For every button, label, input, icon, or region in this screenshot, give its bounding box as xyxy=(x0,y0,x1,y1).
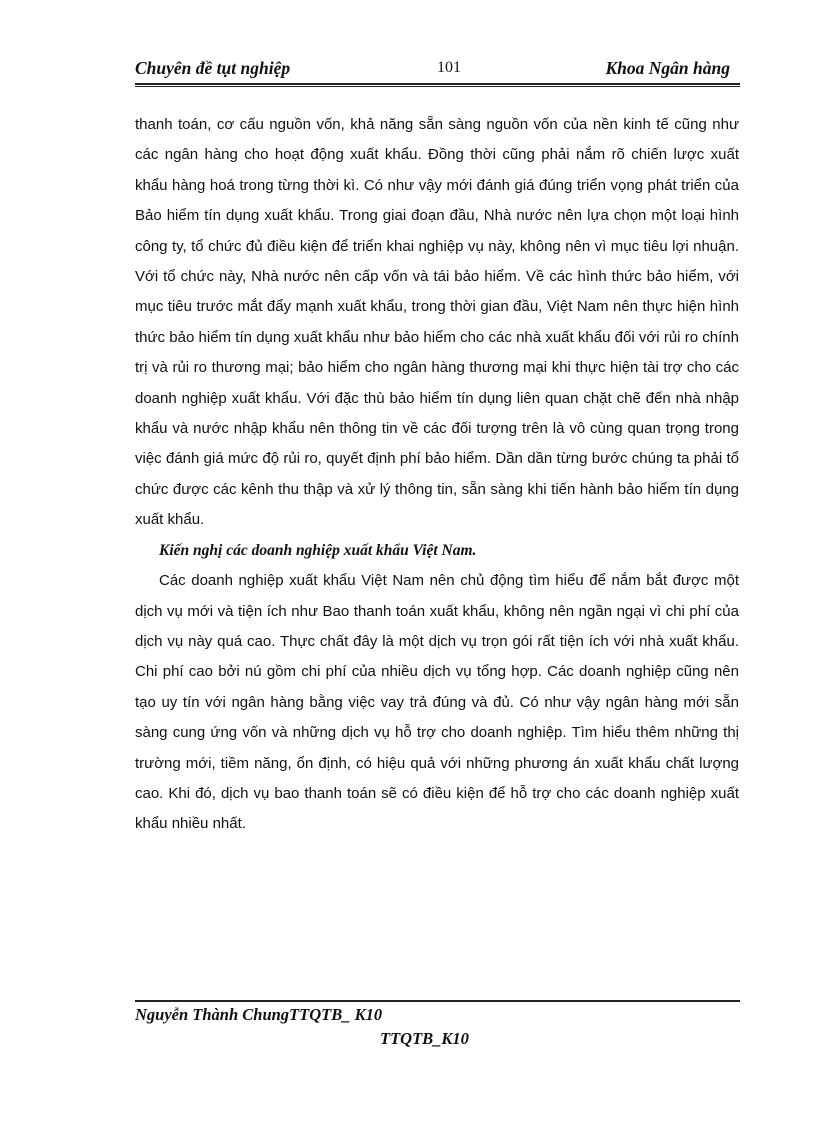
footer-author: Nguyễn Thành ChungTTQTB_ K10 xyxy=(135,1005,383,1024)
page-header xyxy=(135,56,740,84)
footer-class-code: TTQTB_K10 xyxy=(380,1029,469,1048)
body-paragraph: thanh toán, cơ cấu nguồn vốn, khả năng sẵn sàng nguồn vốn của nền kinh tế cũng như các ngân hàng cho hoạt động xuất khẩu. Đồng thời cũng phải nắm rõ chiến lược xuất khẩu hàng hoá trong từng thời kì. Có như vậy mới đánh giá đúng triển vọng phát triển của Bảo hiểm tín dụng xuất khẩu. Trong giai đoạn đầu, Nhà nước nên lựa chọn một loại hình công ty, tổ chức đủ điều kiện để triển khai nghiệp vụ này, không nên vì mục tiêu lợi nhuận. Với tổ chức này, Nhà nước nên cấp vốn và tái bảo hiểm. Về các hình thức bảo hiểm, với mục tiêu trước mắt đẩy mạnh xuất khẩu, trong thời gian đầu, Việt Nam nên thực hiện hình thức bảo hiểm tín dụng xuất khẩu như bảo hiểm cho các nhà xuất khẩu đối với rủi ro chính trị và rủi ro thương mại; bảo hiểm cho ngân hàng thương mại khi thực hiện tài trợ cho các doanh nghiệp xuất khẩu. Với đặc thù bảo hiểm tín dụng liên quan chặt chẽ đến nhà nhập khẩu và nước nhập khẩu nên thông tin về các đối tượng trên là vô cùng quan trọng trong việc đánh giá mức độ rủi ro, quyết định phí bảo hiểm. Dần dần từng bước chúng ta phải tổ chức được các kênh thu thập và xử lý thông tin, sẵn sàng khi tiến hành bảo hiểm tín dụng xuất khẩu. xyxy=(135,116,739,529)
body-paragraph: Các doanh nghiệp xuất khẩu Việt Nam nên chủ động tìm hiểu để nắm bắt được một dịch vụ mới và tiện ích như Bao thanh toán xuất khẩu, không nên ngần ngại vì chi phí của dịch vụ này quá cao. Thực chất đây là một dịch vụ trọn gói rất tiện ích với nhà xuất khẩu. Chi phí cao bởi nú gồm chi phí của nhiều dịch vụ tổng hợp. Các doanh nghiệp cũng nên tạo uy tín với ngân hàng bằng việc vay trả đúng và đủ. Có như vậy ngân hàng mới sẵn sàng cung ứng vốn và những dịch vụ hỗ trợ cho doanh nghiệp. Tìm hiểu thêm những thị trường mới, tiềm năng, ổn định, có hiệu quả với những phương án xuất khẩu chất lượng cao. Khi đó, dịch vụ bao thanh toán sẽ có điều kiện để hỗ trợ cho các doanh nghiệp xuất khẩu nhiều nhất. xyxy=(135,572,739,833)
page-number: 101 xyxy=(437,59,461,76)
header-document-type: Chuyên đề tụt nghiệp xyxy=(135,58,291,78)
section-subheading: Kiến nghị các doanh nghiệp xuất khẩu Việt Nam. xyxy=(159,541,477,559)
footer-divider xyxy=(135,1000,740,1002)
page-body xyxy=(135,110,739,840)
header-divider xyxy=(135,83,740,87)
header-department: Khoa Ngân hàng xyxy=(605,58,730,78)
